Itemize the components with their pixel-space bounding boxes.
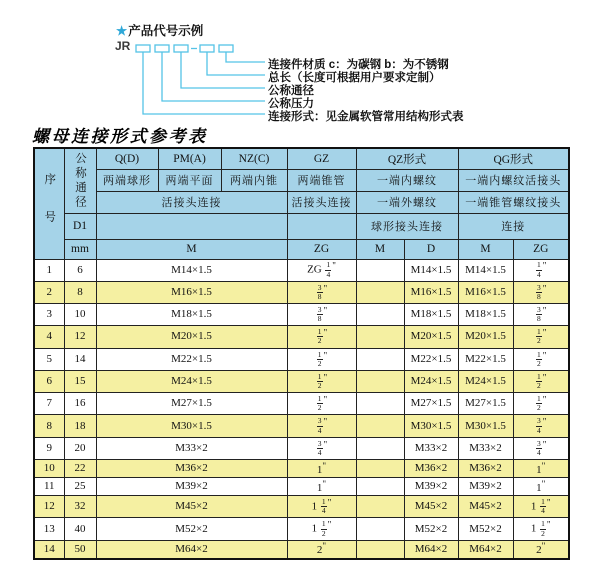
header-mm: mm [64,239,96,259]
header-ends-pm: 两端平面 [158,169,221,191]
cell-dn: 18 [64,415,96,437]
table-row [34,496,569,518]
header-qg-zg: ZG [513,239,569,259]
header-row-end-types [34,169,569,191]
header-qz-row4: 球形接头连接 [356,213,458,239]
header-row-codes [34,148,569,169]
cell-seq: 14 [34,540,64,559]
cell-qz-m [356,326,404,348]
cell-seq: 7 [34,393,64,415]
cell-qz-d: M36×2 [404,460,458,478]
diagram-label-diameter: 公称通径 [268,85,314,97]
cell-qg-m: M64×2 [458,540,513,559]
cell-dn: 6 [64,259,96,281]
cell-seq: 8 [34,415,64,437]
cell-qg-zg: $\frac{3}{8}$ " [513,304,569,326]
table-row [34,460,569,478]
cell-qz-m [356,437,404,459]
header-row-d1 [34,213,569,239]
cell-qg-m: M45×2 [458,496,513,518]
table-row [34,304,569,326]
header-code-qg: QG形式 [458,148,569,169]
cell-qz-d: M64×2 [404,540,458,559]
cell-qz-d: M16×1.5 [404,281,458,303]
leader-line-connection [143,52,265,114]
table-row [34,370,569,392]
cell-qz-m [356,415,404,437]
header-zg-gz: ZG [287,239,356,259]
cell-qg-zg: $\frac{1}{2}$ " [513,370,569,392]
cell-dn: 25 [64,478,96,496]
cell-seq: 12 [34,496,64,518]
table-row [34,326,569,348]
cell-gz-zg: $\frac{1}{2}$ " [287,393,356,415]
cell-qg-m: M36×2 [458,460,513,478]
table-row [34,393,569,415]
cell-qz-m [356,496,404,518]
cell-qg-m: M24×1.5 [458,370,513,392]
table-title: 螺母连接形式参考表 [32,127,208,147]
leader-line-material [226,52,265,62]
header-seq-label: 序号 [43,173,56,249]
cell-qg-zg: $\frac{1}{2}$ " [513,348,569,370]
cell-qz-m [356,518,404,540]
cell-gz-zg: 1 $\frac{1}{2}$ " [287,518,356,540]
table-body [34,259,569,559]
cell-seq: 10 [34,460,64,478]
cell-qz-d: M18×1.5 [404,304,458,326]
cell-dn: 32 [64,496,96,518]
cell-qg-zg: $\frac{1}{2}$ " [513,393,569,415]
cell-qz-m [356,478,404,496]
cell-qg-m: M39×2 [458,478,513,496]
header-qg-row2: 一端内螺纹活接头 [458,169,569,191]
header-qg-row4: 连接 [458,213,569,239]
cell-qz-d: M52×2 [404,518,458,540]
cell-qz-m [356,393,404,415]
code-box-1 [136,45,150,52]
cell-qg-zg: $\frac{3}{8}$ " [513,281,569,303]
header-qz-row2: 一端内螺纹 [356,169,458,191]
cell-m-thread: M18×1.5 [96,304,287,326]
cell-qz-m [356,348,404,370]
cell-m-thread: M52×2 [96,518,287,540]
header-m-span: M [96,239,287,259]
cell-qg-m: M22×1.5 [458,348,513,370]
header-dn-label: 公称通径 [74,151,86,210]
cell-seq: 9 [34,437,64,459]
cell-qg-zg: $\frac{1}{2}$ " [513,326,569,348]
diagram-label-connection: 连接形式：见金属软管常用结构形式表 [268,111,464,123]
cell-qg-m: M16×1.5 [458,281,513,303]
diagram-label-material: 连接件材质 c：为碳钢 b：为不锈钢 [268,59,449,71]
cell-qz-d: M33×2 [404,437,458,459]
cell-qg-m: M14×1.5 [458,259,513,281]
cell-gz-zg: $\frac{1}{2}$ " [287,348,356,370]
header-dn [64,148,96,213]
header-blank-gz [287,213,356,239]
cell-qz-d: M39×2 [404,478,458,496]
product-code-example-text: 产品代号示例 [128,24,204,38]
product-code-example-title [116,21,203,39]
cell-dn: 50 [64,540,96,559]
cell-m-thread: M24×1.5 [96,370,287,392]
cell-m-thread: M30×1.5 [96,415,287,437]
header-qz-row3: 一端外螺纹 [356,191,458,213]
cell-gz-zg: $\frac{3}{4}$ " [287,415,356,437]
cell-m-thread: M27×1.5 [96,393,287,415]
header-qz-m: M [356,239,404,259]
header-code-gz: GZ [287,148,356,169]
header-code-pm: PM(A) [158,148,221,169]
cell-qz-d: M27×1.5 [404,393,458,415]
cell-dn: 40 [64,518,96,540]
table-row [34,540,569,559]
cell-qg-m: M52×2 [458,518,513,540]
cell-qz-d: M14×1.5 [404,259,458,281]
cell-qg-m: M30×1.5 [458,415,513,437]
cell-m-thread: M64×2 [96,540,287,559]
code-box-5 [219,45,233,52]
header-ends-nz: 两端内锥 [221,169,287,191]
cell-dn: 15 [64,370,96,392]
table-row [34,437,569,459]
leader-line-pressure [162,52,265,101]
cell-gz-zg: $\frac{1}{2}$ " [287,370,356,392]
table-row [34,518,569,540]
cell-qg-zg: 1" [513,478,569,496]
cell-dn: 14 [64,348,96,370]
cell-qz-d: M20×1.5 [404,326,458,348]
cell-m-thread: M14×1.5 [96,259,287,281]
cell-seq: 11 [34,478,64,496]
cell-seq: 3 [34,304,64,326]
cell-m-thread: M20×1.5 [96,326,287,348]
cell-qz-m [356,540,404,559]
header-seq [34,148,64,259]
cell-qz-d: M22×1.5 [404,348,458,370]
cell-gz-zg: $\frac{3}{8}$ " [287,281,356,303]
header-ends-q: 两端球形 [96,169,158,191]
cell-dn: 10 [64,304,96,326]
code-box-4 [200,45,214,52]
cell-qg-zg: 2" [513,540,569,559]
cell-dn: 16 [64,393,96,415]
header-row-connection [34,191,569,213]
cell-seq: 4 [34,326,64,348]
cell-qz-d: M30×1.5 [404,415,458,437]
table-row [34,415,569,437]
product-code-prefix: JR [115,39,131,53]
header-union-left: 活接头连接 [96,191,287,213]
table-row [34,478,569,496]
cell-qg-m: M18×1.5 [458,304,513,326]
header-code-q: Q(D) [96,148,158,169]
cell-gz-zg: 1 $\frac{1}{4}$ " [287,496,356,518]
cell-gz-zg: ZG $\frac{1}{4}$ " [287,259,356,281]
diagram-label-length: 总长（长度可根据用户要求定制） [268,72,441,84]
cell-qg-m: M27×1.5 [458,393,513,415]
cell-m-thread: M22×1.5 [96,348,287,370]
cell-qg-m: M33×2 [458,437,513,459]
cell-m-thread: M39×2 [96,478,287,496]
star-icon: ★ [116,24,128,38]
diagram-label-pressure: 公称压力 [268,98,314,110]
leader-line-length [207,52,265,75]
code-box-3 [174,45,188,52]
table-row [34,281,569,303]
leader-line-diameter [181,52,265,88]
header-code-nz: NZ(C) [221,148,287,169]
cell-qg-zg: $\frac{1}{4}$ " [513,259,569,281]
header-row-units [34,239,569,259]
cell-m-thread: M33×2 [96,437,287,459]
table-row [34,348,569,370]
header-d1: D1 [64,213,96,239]
cell-qz-m [356,370,404,392]
code-box-2 [155,45,169,52]
cell-dn: 22 [64,460,96,478]
header-code-qz: QZ形式 [356,148,458,169]
cell-gz-zg: 2" [287,540,356,559]
table-row [34,259,569,281]
cell-gz-zg: 1" [287,478,356,496]
header-ends-gz: 两端锥管 [287,169,356,191]
cell-qz-m [356,281,404,303]
nut-connection-reference-table [33,147,570,560]
cell-dn: 8 [64,281,96,303]
cell-m-thread: M45×2 [96,496,287,518]
cell-qg-zg: 1 $\frac{1}{4}$ " [513,496,569,518]
cell-qz-d: M24×1.5 [404,370,458,392]
cell-m-thread: M16×1.5 [96,281,287,303]
header-qg-row3: 一端锥管螺纹接头 [458,191,569,213]
cell-qg-m: M20×1.5 [458,326,513,348]
header-union-gz: 活接头连接 [287,191,356,213]
cell-seq: 5 [34,348,64,370]
header-qz-d: D [404,239,458,259]
cell-qz-d: M45×2 [404,496,458,518]
cell-qg-zg: 1 $\frac{1}{2}$ " [513,518,569,540]
cell-qg-zg: 1" [513,460,569,478]
header-blank-left [96,213,287,239]
cell-dn: 12 [64,326,96,348]
header-qg-m: M [458,239,513,259]
cell-m-thread: M36×2 [96,460,287,478]
cell-gz-zg: 1" [287,460,356,478]
cell-seq: 6 [34,370,64,392]
cell-seq: 13 [34,518,64,540]
cell-seq: 2 [34,281,64,303]
cell-dn: 20 [64,437,96,459]
cell-qz-m [356,460,404,478]
cell-qz-m [356,304,404,326]
table-header [34,148,569,259]
cell-seq: 1 [34,259,64,281]
cell-gz-zg: $\frac{3}{4}$ " [287,437,356,459]
cell-qg-zg: $\frac{3}{4}$ " [513,415,569,437]
cell-gz-zg: $\frac{1}{2}$ " [287,326,356,348]
cell-gz-zg: $\frac{3}{8}$ " [287,304,356,326]
cell-qg-zg: $\frac{3}{4}$ " [513,437,569,459]
cell-qz-m [356,259,404,281]
